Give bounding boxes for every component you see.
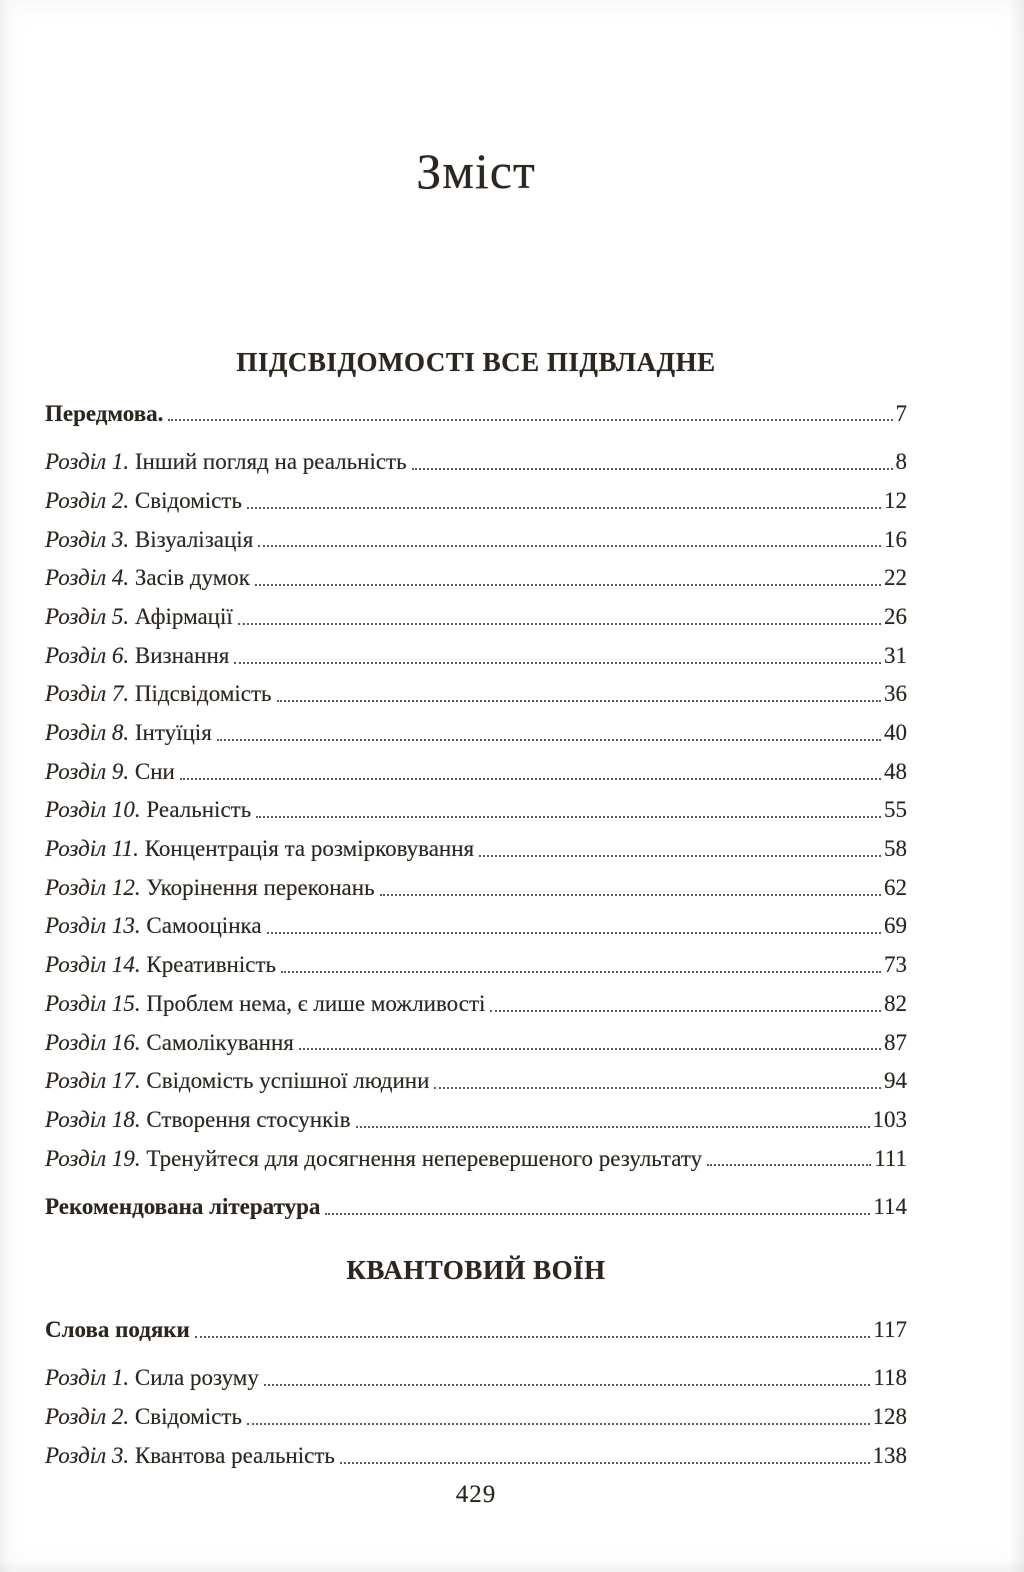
dot-leader: [255, 584, 881, 586]
contents-column: [45, 0, 907, 1572]
chapter-prefix: Розділ 11.: [45, 836, 145, 862]
dot-leader: [247, 1423, 870, 1425]
entry-page-number: 40: [884, 720, 907, 746]
entry-page-number: 114: [873, 1194, 907, 1220]
toc-entry: [45, 901, 907, 940]
toc-entry: [45, 978, 907, 1017]
dot-leader: [195, 1336, 871, 1338]
chapter-prefix: Розділ 6.: [45, 642, 135, 668]
dot-leader: [434, 1087, 881, 1089]
dot-leader: [277, 700, 881, 702]
chapter-prefix: Розділ 4.: [45, 565, 135, 591]
toc-entry: [45, 1304, 907, 1343]
chapter-prefix: Розділ 1.: [45, 1365, 135, 1391]
entry-title: Розділ 6. Визнання: [45, 642, 230, 668]
entry-page-number: 118: [873, 1365, 907, 1391]
entry-title: Передмова.: [45, 400, 164, 426]
entry-title: Рекомендована література: [45, 1194, 321, 1220]
entry-title: Розділ 9. Сни: [45, 758, 175, 784]
entry-page-number: 103: [872, 1106, 907, 1132]
dot-leader: [490, 1010, 881, 1012]
toc-entry: [45, 436, 907, 475]
dot-leader: [299, 1048, 881, 1050]
entry-title: Розділ 2. Свідомість: [45, 487, 242, 513]
entry-title: Розділ 1. Сила розуму: [45, 1365, 259, 1391]
entry-page-number: 94: [884, 1068, 907, 1094]
dot-leader: [380, 894, 881, 896]
section-heading: КВАНТОВИЙ ВОЇН: [346, 1255, 606, 1286]
chapter-prefix: Розділ 12.: [45, 874, 147, 900]
dot-leader: [281, 971, 881, 973]
entry-title: Розділ 17. Свідомість успішної людини: [45, 1068, 430, 1094]
entry-title: Розділ 8. Інтуїція: [45, 720, 212, 746]
dot-leader: [356, 1126, 870, 1128]
entry-title: Розділ 11. Концентрація та розмірковування: [45, 836, 475, 862]
entry-page-number: 55: [884, 797, 907, 823]
chapter-prefix: Розділ 5.: [45, 603, 135, 629]
entry-title: Слова подяки: [45, 1316, 190, 1342]
dot-leader: [267, 932, 881, 934]
chapter-prefix: Розділ 8.: [45, 720, 135, 746]
toc-entry: [45, 939, 907, 978]
toc-entry: [45, 1133, 907, 1172]
toc-entry: [45, 1391, 907, 1430]
dot-leader: [180, 778, 881, 780]
entry-page-number: 87: [884, 1029, 907, 1055]
chapter-prefix: Розділ 17.: [45, 1068, 147, 1094]
entry-page-number: 8: [895, 449, 907, 475]
toc-entry: [45, 669, 907, 708]
dot-leader: [258, 545, 881, 547]
dot-leader: [234, 662, 881, 664]
toc-entry: [45, 746, 907, 785]
entry-page-number: 138: [872, 1442, 907, 1468]
chapter-prefix: Розділ 16.: [45, 1029, 147, 1055]
toc-entry: [45, 862, 907, 901]
entry-page-number: 117: [873, 1316, 907, 1342]
chapter-prefix: Розділ 19.: [45, 1145, 147, 1171]
dot-leader: [340, 1462, 870, 1464]
chapter-prefix: Розділ 3.: [45, 526, 135, 552]
entry-title: Розділ 4. Засів думок: [45, 565, 250, 591]
toc-sections: [45, 348, 907, 1469]
entry-title: Розділ 13. Самооцінка: [45, 913, 262, 939]
entry-title: Розділ 5. Афірмації: [45, 603, 233, 629]
entry-page-number: 7: [895, 400, 907, 426]
toc-entry: [45, 1430, 907, 1469]
dot-leader: [707, 1164, 871, 1166]
entry-title: Розділ 19. Тренуйтеся для досягнення неперевершеного результату: [45, 1145, 703, 1171]
dot-leader: [168, 419, 892, 421]
entry-page-number: 48: [884, 758, 907, 784]
toc-entry: [45, 388, 907, 427]
toc-entry: [45, 630, 907, 669]
toc-section: [45, 1256, 907, 1468]
entry-page-number: 12: [884, 487, 907, 513]
toc-entry: [45, 785, 907, 824]
entry-page-number: 16: [884, 526, 907, 552]
section-rows: [45, 1304, 907, 1469]
dot-leader: [479, 855, 881, 857]
entry-title: Розділ 10. Реальність: [45, 797, 252, 823]
entry-page-number: 31: [884, 642, 907, 668]
entry-page-number: 62: [884, 874, 907, 900]
chapter-prefix: Розділ 9.: [45, 758, 135, 784]
entry-page-number: 111: [874, 1145, 907, 1171]
chapter-prefix: Розділ 10.: [45, 797, 147, 823]
toc-entry: [45, 823, 907, 862]
dot-leader: [238, 623, 881, 625]
toc-entry: [45, 552, 907, 591]
entry-page-number: 73: [884, 952, 907, 978]
entry-page-number: 69: [884, 913, 907, 939]
section-rows: [45, 388, 907, 1220]
dot-leader: [412, 468, 893, 470]
section-heading: ПІДСВІДОМОСТІ ВСЕ ПІДВЛАДНЕ: [236, 347, 716, 377]
dot-leader: [217, 739, 881, 741]
toc-entry: [45, 1017, 907, 1056]
toc-entry: [45, 1181, 907, 1220]
toc-entry: [45, 1055, 907, 1094]
entry-title: Розділ 3. Квантова реальність: [45, 1442, 335, 1468]
dot-leader: [247, 507, 881, 509]
entry-page-number: 22: [884, 565, 907, 591]
entry-title: Розділ 1. Інший погляд на реальність: [45, 449, 407, 475]
entry-page-number: 82: [884, 990, 907, 1016]
chapter-prefix: Розділ 2.: [45, 1404, 135, 1430]
entry-title: Розділ 18. Створення стосунків: [45, 1106, 351, 1132]
chapter-prefix: Розділ 13.: [45, 913, 147, 939]
toc-entry: [45, 1353, 907, 1392]
entry-title: Розділ 7. Підсвідомість: [45, 681, 272, 707]
toc-entry: [45, 1094, 907, 1133]
entry-title: Розділ 2. Свідомість: [45, 1404, 242, 1430]
dot-leader: [264, 1384, 871, 1386]
toc-entry: [45, 514, 907, 553]
entry-title: Розділ 14. Креативність: [45, 952, 277, 978]
chapter-prefix: Розділ 3.: [45, 1442, 135, 1468]
entry-page-number: 128: [872, 1404, 907, 1430]
toc-entry: [45, 707, 907, 746]
entry-title: Розділ 3. Візуалізація: [45, 526, 254, 552]
dot-leader: [325, 1213, 870, 1215]
entry-title: Розділ 12. Укорінення переконань: [45, 874, 375, 900]
toc-entry: [45, 591, 907, 630]
chapter-prefix: Розділ 2.: [45, 487, 135, 513]
chapter-prefix: Розділ 7.: [45, 681, 135, 707]
toc-section: [45, 348, 907, 1220]
entry-title: Розділ 15. Проблем нема, є лише можливості: [45, 990, 486, 1016]
chapter-prefix: Розділ 18.: [45, 1106, 147, 1132]
chapter-prefix: Розділ 1.: [45, 449, 135, 475]
page-title: Зміст: [416, 143, 536, 199]
entry-page-number: 36: [884, 681, 907, 707]
entry-page-number: 26: [884, 603, 907, 629]
chapter-prefix: Розділ 15.: [45, 990, 147, 1016]
dot-leader: [256, 816, 881, 818]
entry-title: Розділ 16. Самолікування: [45, 1029, 294, 1055]
chapter-prefix: Розділ 14.: [45, 952, 147, 978]
entry-page-number: 58: [884, 836, 907, 862]
toc-entry: [45, 475, 907, 514]
footer-page-number: 429: [455, 1481, 497, 1508]
